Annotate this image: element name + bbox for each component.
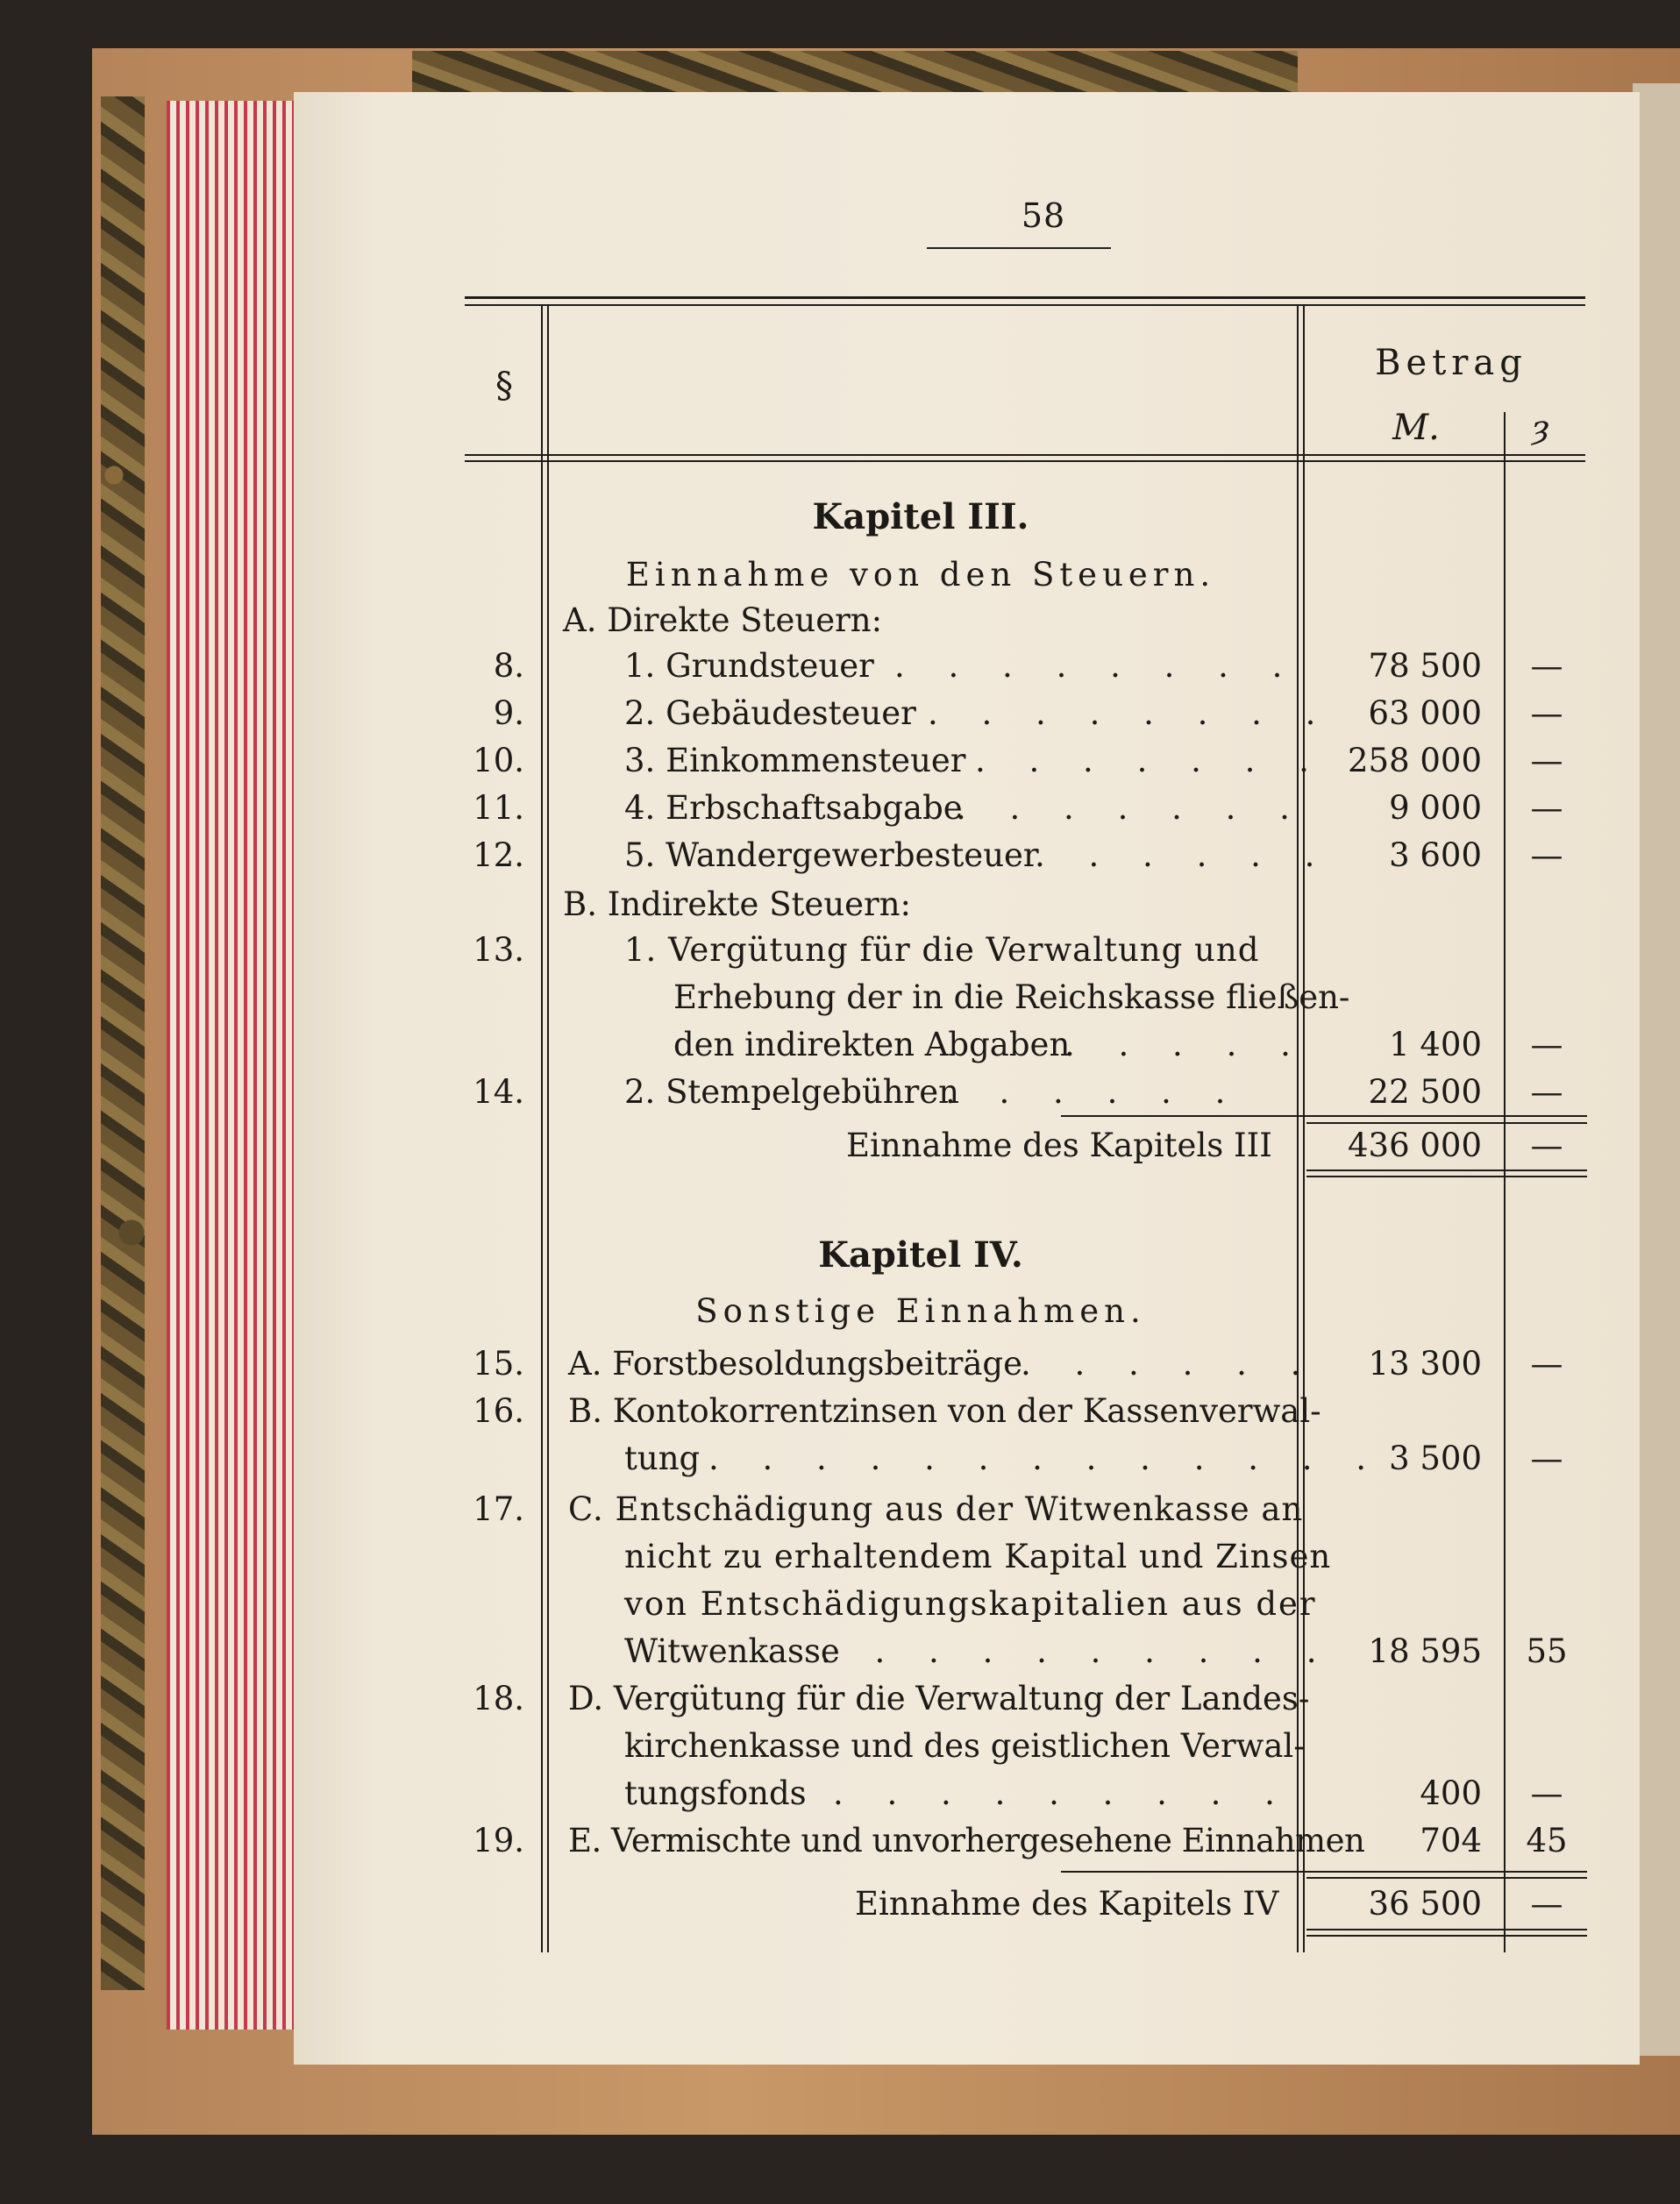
header-bottom-rule: [465, 454, 1585, 456]
leader-dots: . . . . . . . . .: [833, 1774, 1292, 1812]
row-item-line3: tungsfonds: [624, 1774, 807, 1812]
row-mark: 78 500: [1368, 647, 1482, 685]
leader-dots: . . . . . . . . . .: [821, 1632, 1334, 1670]
chapter4-total-label: Einnahme des Kapitels IV: [855, 1885, 1279, 1923]
row-item-line1: B. Kontokorrentzinsen von der Kassenverwal-: [568, 1392, 1321, 1430]
row-section: 15.: [473, 1345, 524, 1383]
leader-dots: . . . . . . . . . . . . .: [708, 1440, 1384, 1477]
row-mark: 22 500: [1368, 1073, 1482, 1111]
row-mark: 18 595: [1368, 1632, 1482, 1670]
row-pfennig: —: [1530, 789, 1563, 827]
leader-dots: . . . . . . .: [956, 789, 1306, 827]
leader-dots: . . . . . .: [945, 1073, 1242, 1111]
row-pfennig: —: [1530, 1073, 1563, 1111]
total-rule: [1306, 1929, 1587, 1930]
row-pfennig: 55: [1526, 1632, 1568, 1670]
row-pfennig: —: [1530, 1440, 1563, 1477]
chapter3-group-b: B. Indirekte Steuern:: [563, 885, 912, 923]
row-mark: 13 300: [1368, 1345, 1482, 1383]
total-rule-2: [1306, 1935, 1587, 1937]
row-mark: 1 400: [1389, 1026, 1482, 1063]
row-mark: 258 000: [1347, 742, 1482, 779]
row-mark: 704: [1420, 1822, 1482, 1859]
header-mark: M.: [1392, 408, 1440, 448]
row-mark: 400: [1420, 1774, 1482, 1812]
row-section: 18.: [473, 1680, 524, 1717]
leader-dots: . . . . . . .: [975, 742, 1326, 779]
row-pfennig: —: [1530, 1345, 1563, 1383]
leader-dots: . . . . . .: [1035, 836, 1332, 874]
total-rule-2: [1306, 1176, 1587, 1177]
chapter4-total-pfennig: —: [1530, 1885, 1563, 1923]
leader-dots: . . . . .: [1064, 1026, 1307, 1063]
subtotal-rule-2: [1306, 1122, 1587, 1124]
leader-dots: . . . . . . . .: [894, 647, 1299, 685]
row-item: E. Vermischte und unvorhergesehene Einnahmen: [568, 1822, 1365, 1859]
table-top-rule-2: [465, 304, 1585, 306]
row-mark: 3 500: [1389, 1440, 1482, 1477]
chapter4-title: Kapitel IV.: [818, 1234, 1023, 1276]
row-mark: 9 000: [1389, 789, 1482, 827]
row-item: 4. Erbschaftsabgabe: [624, 789, 963, 827]
row-item-line2: nicht zu erhaltendem Kapital und Zinsen: [624, 1538, 1332, 1575]
chapter3-total-label: Einnahme des Kapitels III: [846, 1127, 1272, 1164]
page-edges: [167, 101, 298, 2030]
row-pfennig: —: [1530, 1774, 1563, 1812]
row-section: 10.: [473, 742, 524, 779]
row-mark: 63 000: [1368, 694, 1482, 732]
row-item: 2. Gebäudesteuer: [624, 694, 916, 732]
col-divider-section-2: [547, 304, 549, 1952]
total-rule: [1306, 1170, 1587, 1171]
col-divider-section: [541, 304, 543, 1952]
header-pfennig: ȝ: [1532, 409, 1549, 446]
row-pfennig: —: [1530, 1026, 1563, 1063]
row-item: 2. Stempelgebühren: [624, 1073, 960, 1111]
row-section: 13.: [473, 931, 524, 969]
row-item: A. Forstbesoldungsbeiträge: [568, 1345, 1023, 1383]
row-section: 17.: [473, 1490, 524, 1528]
header-bottom-rule-2: [465, 460, 1585, 462]
table-top-rule: [465, 296, 1585, 299]
col-divider-pfennig: [1504, 412, 1506, 1952]
chapter3-title: Kapitel III.: [812, 496, 1029, 537]
subtotal-rule: [1061, 1115, 1587, 1117]
page-number-rule: [927, 247, 1111, 249]
row-item-line1: C. Entschädigung aus der Witwenkasse an: [568, 1490, 1304, 1528]
row-pfennig: —: [1530, 742, 1563, 779]
row-section: 14.: [473, 1073, 524, 1111]
header-amount: Betrag: [1375, 343, 1527, 383]
chapter3-total-pfennig: —: [1530, 1127, 1563, 1164]
row-section: 8.: [493, 647, 524, 685]
row-section: 12.: [473, 836, 524, 874]
row-item-line1: D. Vergütung für die Verwaltung der Landes-: [568, 1680, 1310, 1717]
row-item-line2: tung: [624, 1440, 701, 1477]
row-item: 5. Wandergewerbesteuer: [624, 836, 1039, 874]
row-pfennig: —: [1530, 836, 1563, 874]
row-pfennig: —: [1530, 647, 1563, 685]
row-item-line2: Erhebung der in die Reichskasse fließen-: [673, 978, 1350, 1016]
leader-dots: . . . . . . . .: [928, 694, 1333, 732]
row-item-line2: kirchenkasse und des geistlichen Verwal-: [624, 1727, 1305, 1765]
chapter3-subtitle: Einnahme von den Steuern.: [625, 556, 1216, 594]
row-item-line4: Witwenkasse: [624, 1632, 840, 1670]
row-section: 9.: [493, 694, 524, 732]
row-item-line3: von Entschädigungskapitalien aus der: [624, 1585, 1317, 1623]
row-item-line1: 1. Vergütung für die Verwaltung und: [624, 931, 1260, 969]
marbled-endpaper: [101, 96, 145, 1990]
row-section: 11.: [473, 789, 524, 827]
chapter3-total-mark: 436 000: [1347, 1127, 1482, 1164]
facing-page-edge: [1633, 83, 1680, 2056]
marbled-endpaper-top: [412, 51, 1298, 96]
row-section: 16.: [473, 1392, 524, 1430]
chapter4-total-mark: 36 500: [1368, 1885, 1482, 1923]
row-mark: 3 600: [1389, 836, 1482, 874]
row-pfennig: —: [1530, 694, 1563, 732]
chapter4-subtitle: Sonstige Einnahmen.: [695, 1292, 1146, 1330]
subtotal-rule: [1061, 1871, 1587, 1873]
row-pfennig: 45: [1526, 1822, 1568, 1859]
row-item-line3: den indirekten Abgaben: [673, 1026, 1071, 1063]
row-item: 1. Grundsteuer: [624, 647, 874, 685]
subtotal-rule-2: [1306, 1877, 1587, 1879]
leader-dots: . . . . . .: [1021, 1345, 1318, 1383]
chapter3-group-a: A. Direkte Steuern:: [563, 601, 883, 639]
page-number: 58: [1021, 196, 1066, 235]
row-section: 19.: [473, 1822, 524, 1859]
row-item: 3. Einkommensteuer: [624, 742, 966, 779]
header-section-symbol: §: [495, 366, 513, 406]
